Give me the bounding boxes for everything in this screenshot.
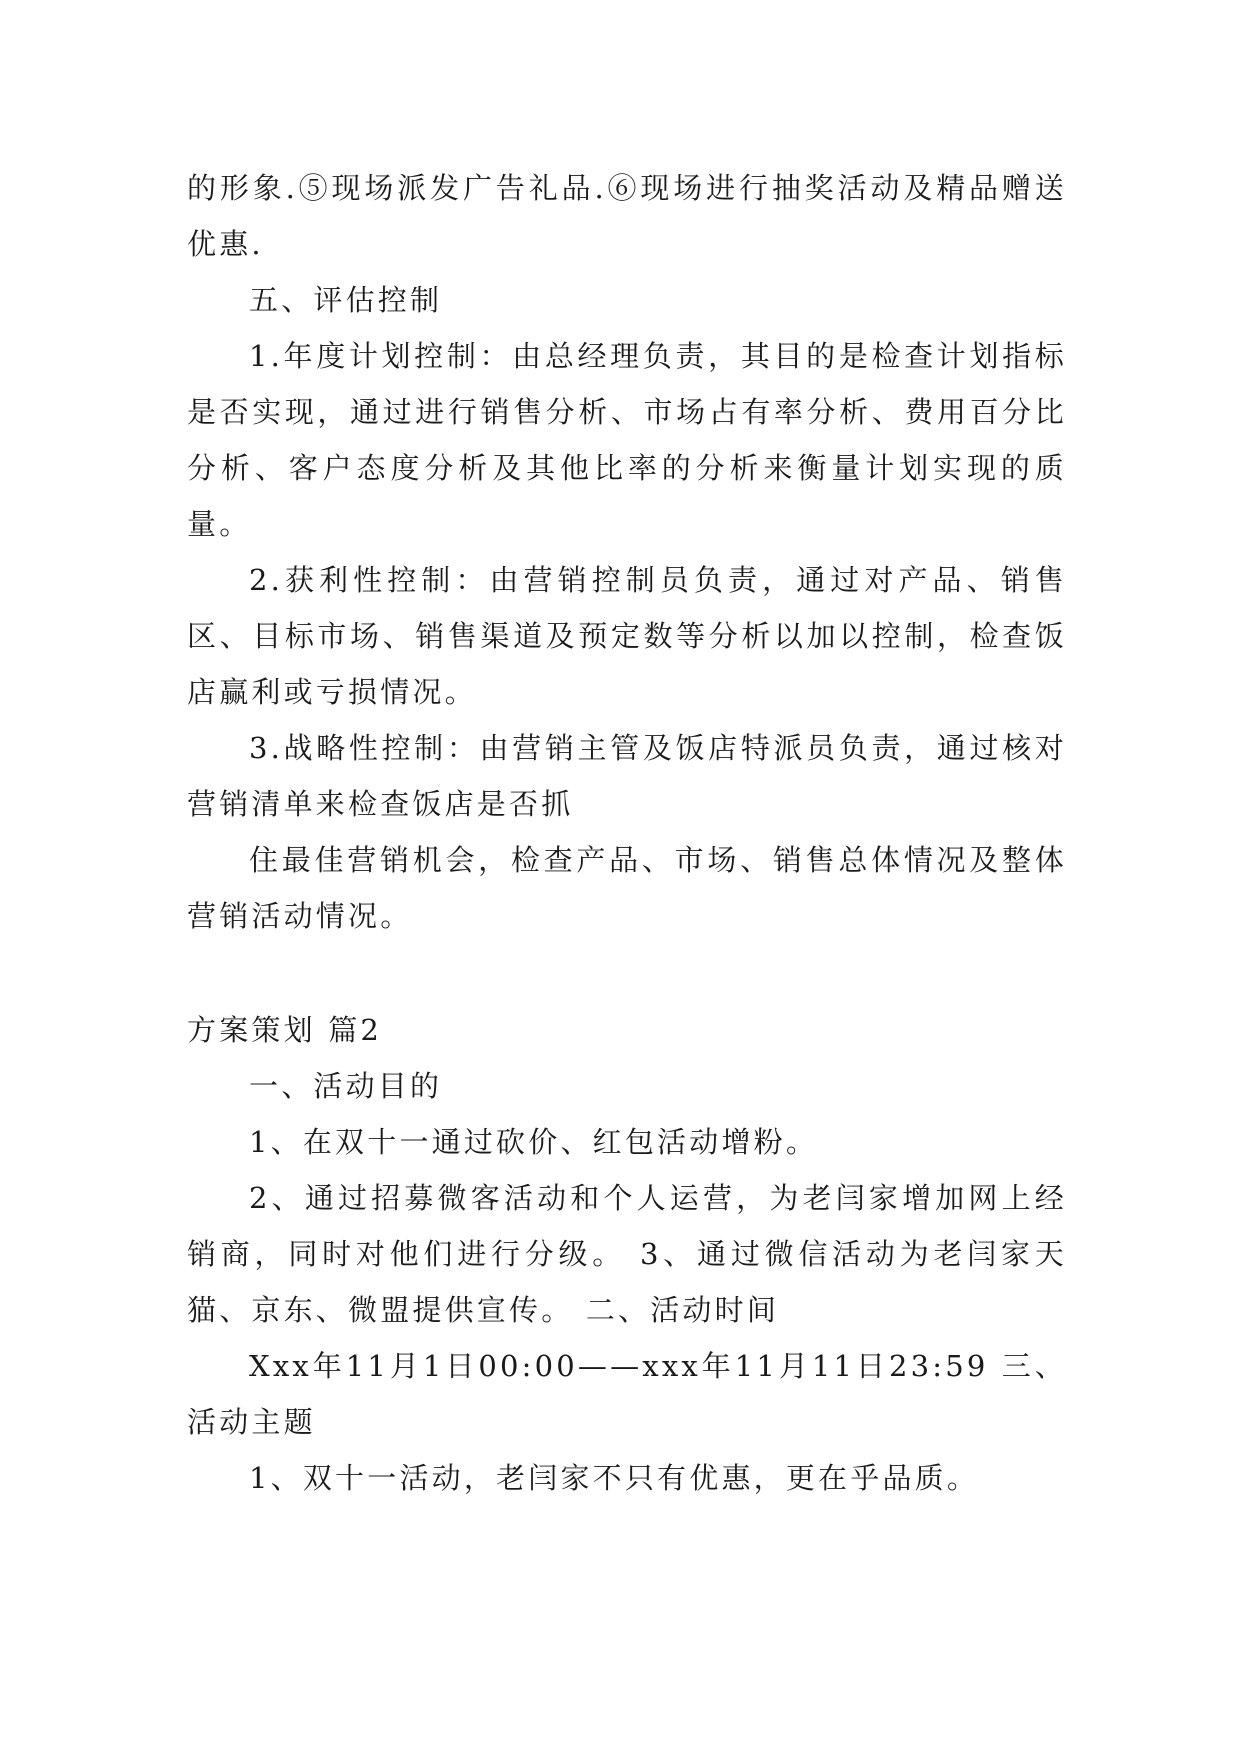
document-body: [187, 160, 1067, 1506]
paragraph: 的形象.⑤现场派发广告礼品.⑥现场进行抽奖活动及精品赠送优惠.: [187, 171, 1067, 261]
paragraph: 1.年度计划控制：由总经理负责，其目的是检查计划指标是否实现，通过进行销售分析、市场占有率分析、费用百分比分析、客户态度分析及其他比率的分析来衡量计划实现的质量。: [187, 339, 1067, 541]
paragraph: 2、通过招募微客活动和个人运营，为老闫家增加网上经销商，同时对他们进行分级。 3、通过微信活动为老闫家天猫、京东、微盟提供宣传。 二、活动时间: [187, 1181, 1067, 1327]
paragraph: 3.战略性控制：由营销主管及饭店特派员负责，通过核对营销清单来检查饭店是否抓: [187, 731, 1067, 821]
paragraph: 住最佳营销机会，检查产品、市场、销售总体情况及整体营销活动情况。: [187, 843, 1067, 933]
section-heading: 五、评估控制: [249, 283, 443, 317]
paragraph: 1、在双十一通过砍价、红包活动增粉。: [249, 1125, 819, 1159]
paragraph: Xxx年11月1日00:00——xxx年11月11日23:59 三、活动主题: [187, 1349, 1067, 1439]
paragraph: 1、双十一活动，老闫家不只有优惠，更在乎品质。: [249, 1461, 980, 1495]
document-section-title: 方案策划 篇2: [187, 1013, 383, 1047]
section-heading: 一、活动目的: [249, 1069, 443, 1103]
paragraph: 2.获利性控制：由营销控制员负责，通过对产品、销售区、目标市场、销售渠道及预定数等分析以加以控制，检查饭店赢利或亏损情况。: [187, 563, 1067, 709]
